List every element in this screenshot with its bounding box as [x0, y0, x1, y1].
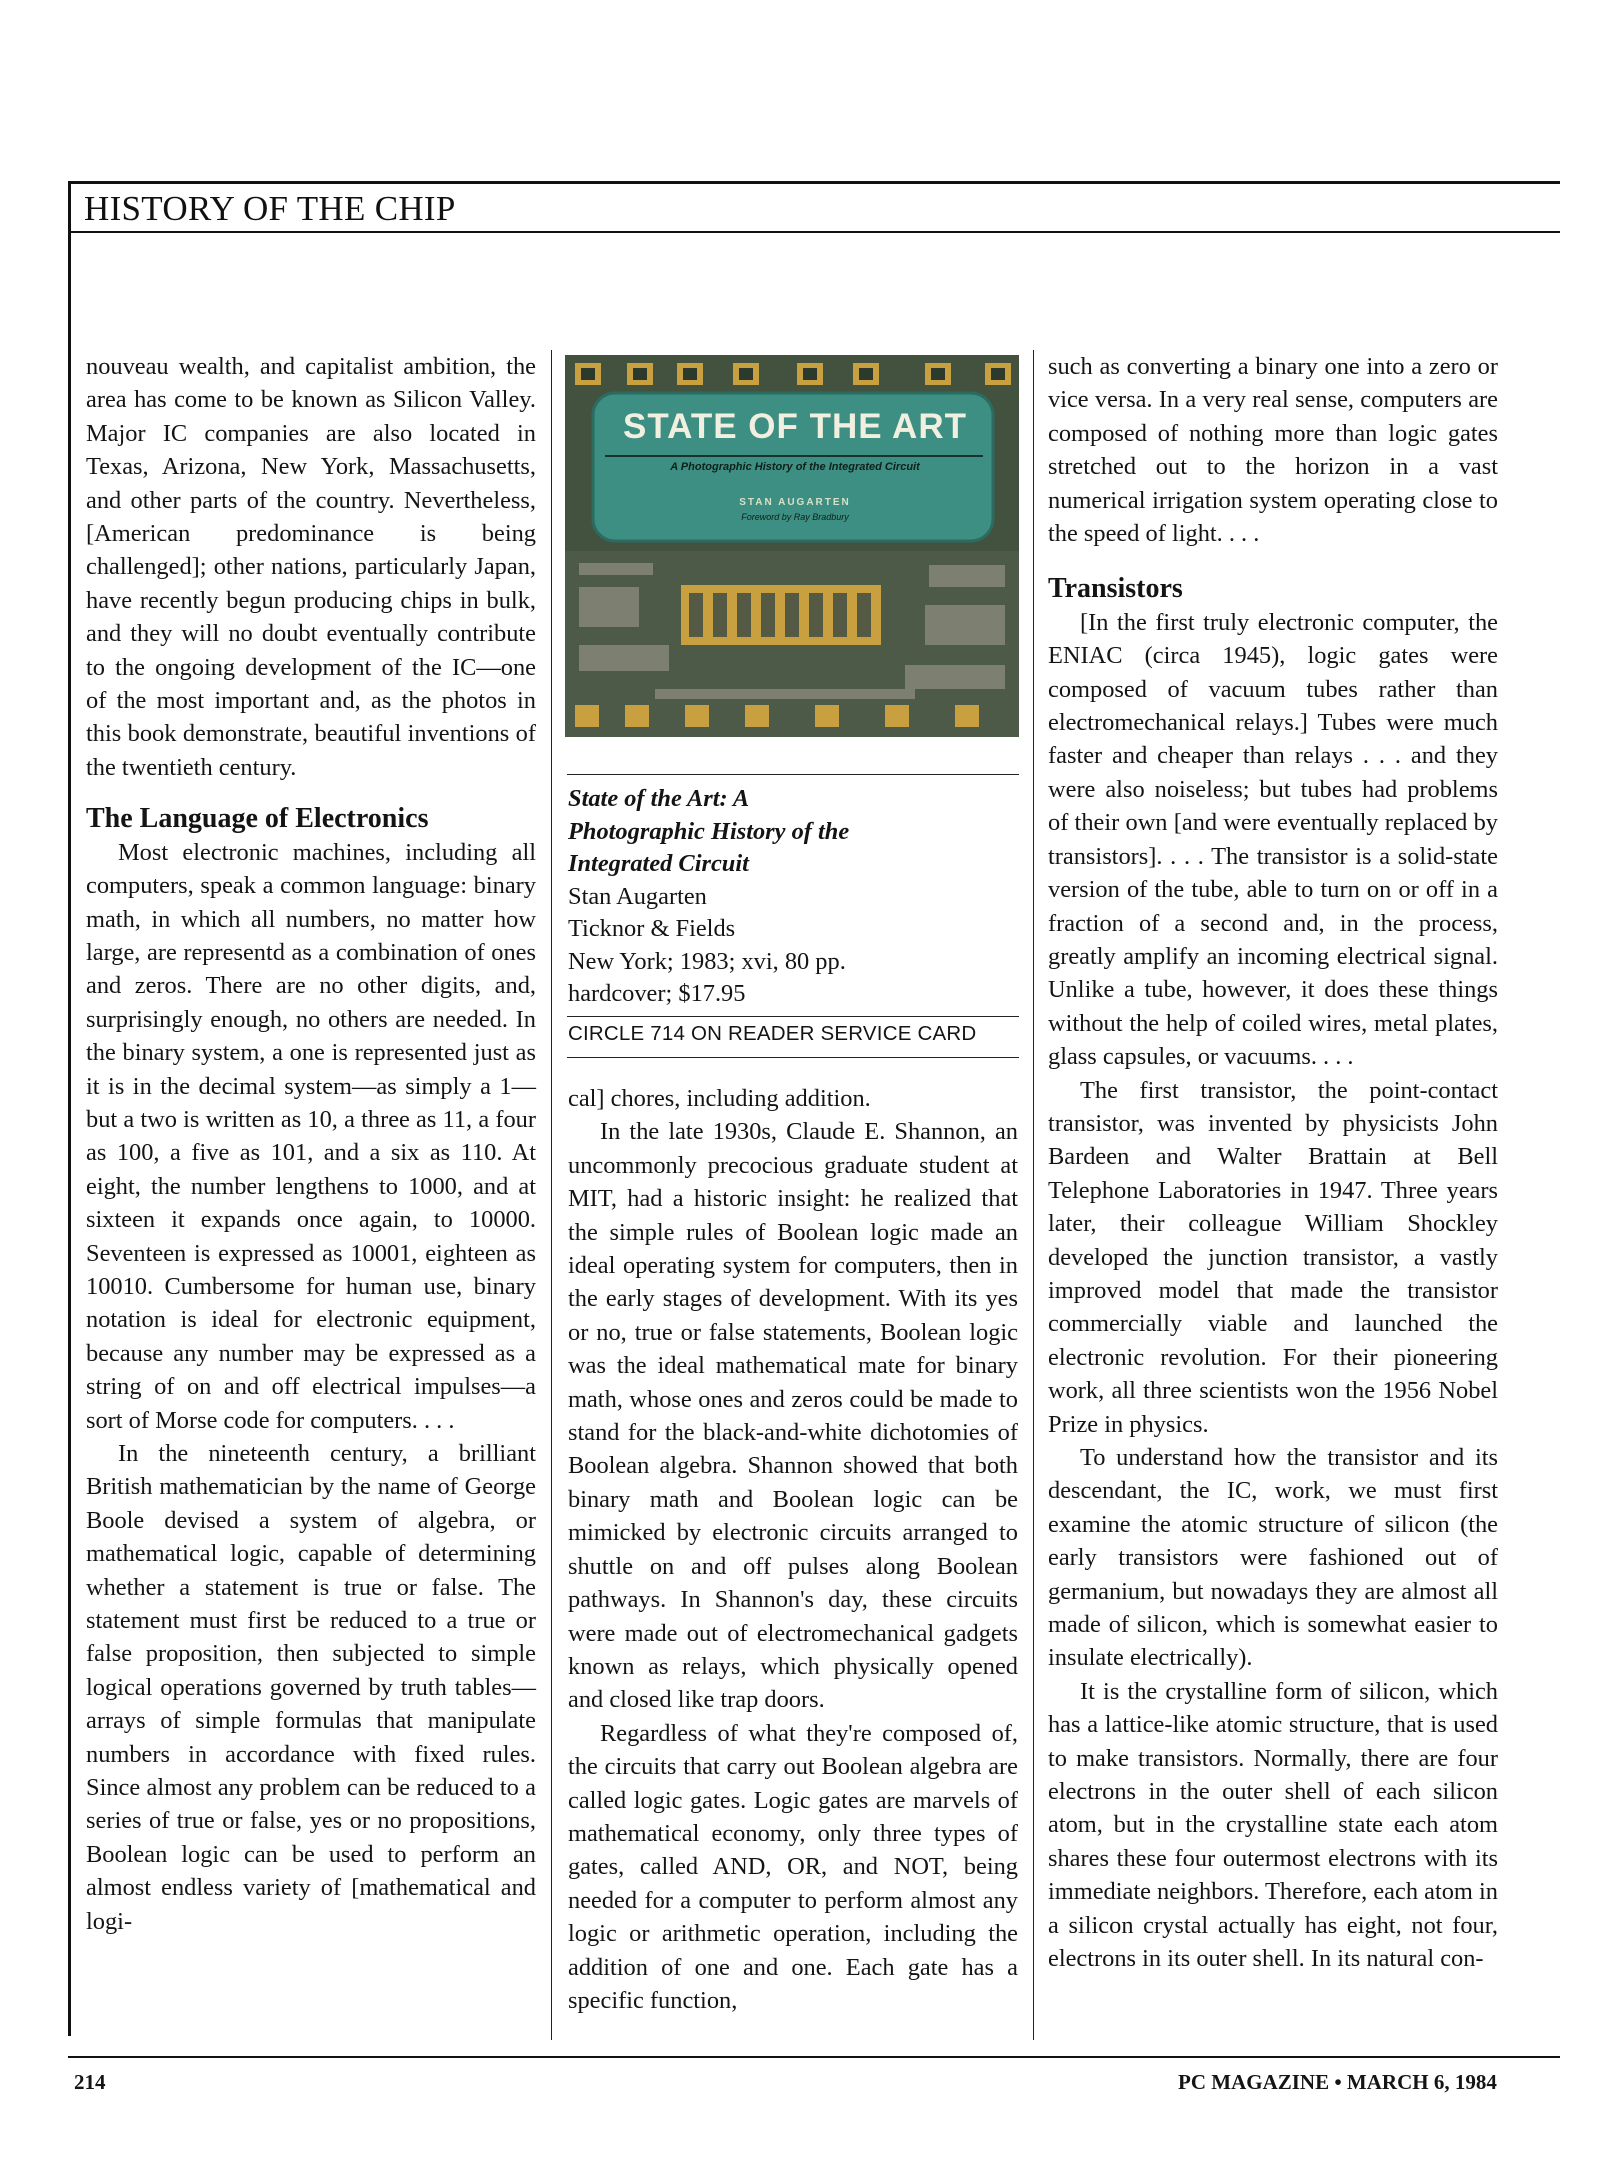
paragraph: cal] chores, including addition. [568, 1085, 871, 1112]
paragraph: nouveau wealth, and capitalist ambition, the area has come to be known as Silicon Valley. Major IC companies are also located in Texas, Arizona, New York, Massachusetts, and other parts of the country. Nevertheless, [American predominance is being challenged]; other nations, particularly Japan, have recently begun producing chips in bulk, and they will no doubt eventually contribute to the ongoing development of the IC—one of the most important and, as the photos in this book demonstrate, beautiful inventions of the twentieth century. [86, 353, 536, 781]
header-rule-left [68, 181, 71, 2036]
book-title-line: State of the Art: A [568, 785, 750, 812]
book-author: Stan Augarten [568, 882, 707, 910]
paragraph: It is the crystalline form of silicon, which has a lattice-like atomic structure, that is used to make transistors. Normally, there are four electrons in the outer shell of each silicon atom, but in the crystalline state each atom shares these four outermost electrons with its immediate neighbors. Therefore, each atom in a silicon crystal actually has eight, not four, electrons in its outer shell. In its natural con- [1048, 1677, 1498, 1973]
publication-line: PC MAGAZINE • MARCH 6, 1984 [1178, 2070, 1497, 2094]
header-rule-top [68, 181, 1560, 184]
book-cover-foreword: Foreword by Ray Bradbury [741, 512, 849, 522]
book-title-line: Photographic History of the [568, 817, 850, 845]
paragraph: [In the first truly electronic computer, the ENIAC (circa 1945), logic gates were composed of vacuum tubes rather than electromechanical relays.] Tubes were much faster and cheaper than relays . . . and they were also noiseless; but tubes had problems of their own [and were eventually replaced by transistors]. . . . The transistor is a solid-state version of the tube, able to turn on or off in a fraction of a second and, in the process, greatly amplify an incoming electrical signal. Unlike a tube, however, it does these things without the help of coiled wires, metal plates, glass capsules, or vacuums. . . . [1048, 608, 1498, 1071]
column-divider [1033, 350, 1034, 2040]
article-column-2 [568, 1082, 1018, 2017]
page-number: 214 [74, 2070, 106, 2094]
paragraph: In the nineteenth century, a brilliant British mathematician by the name of George Boole devised a system of algebra, or mathematical logic, capable of determining whether a statement is true or false. The statement must first be reduced to a true or false proposition, then subjected to simple logical operations governed by truth tables—arrays of simple formulas that manipulate numbers in accordance with fixed rules. Since almost any problem can be reduced to a series of true or false, yes or no propositions, Boolean logic can be used to perform an almost endless variety of [mathematical and logi- [86, 1440, 536, 1935]
paragraph: To understand how the transistor and its descendant, the IC, work, we must first examine the atomic structure of silicon (the early transistors were fashioned out of germanium, but nowadays they are almost all made of silicon, which is somewhat easier to insulate electrically). [1048, 1444, 1498, 1672]
article-column-1 [86, 350, 536, 1938]
book-details: New York; 1983; xvi, 80 pp. [568, 947, 846, 975]
footer-rule [68, 2056, 1560, 2058]
paragraph: In the late 1930s, Claude E. Shannon, an uncommonly precocious graduate student at MIT, had a historic insight: he realized that the simple rules of Boolean logic made an ideal operating system for computers, then in the early stages of development. With its yes or no, true or false statements, Boolean logic was the ideal mathematical mate for binary math, whose ones and zeros could be made to stand for the black-and-white dichotomies of Boolean algebra. Shannon showed that both binary math and Boolean logic can be mimicked by electronic circuits arranged to shuttle on and off pulses along Boolean pathways. In Shannon's day, these circuits were made out of electromechanical gadgets known as relays, which physically opened and closed like trap doors. [568, 1118, 1018, 1714]
book-cover-title: STATE OF THE ART [623, 407, 967, 446]
header-rule-bottom [68, 231, 1560, 233]
section-title: HISTORY OF THE CHIP [84, 189, 456, 228]
paragraph: Regardless of what they're composed of, the circuits that carry out Boolean algebra are called logic gates. Logic gates are marvels of mathematical economy, only three types of gates, called AND, OR, and NOT, being needed for a computer to perform almost any logic or arithmetic operation, including the addition of one and one. Each gate has a specific function, [568, 1719, 1018, 2014]
book-caption [568, 783, 1020, 1011]
reader-service-card: CIRCLE 714 ON READER SERVICE CARD [568, 1022, 977, 1045]
caption-rule-middle [567, 1016, 1019, 1017]
caption-rule-bottom [567, 1057, 1019, 1058]
subheading-transistors: Transistors [1048, 573, 1183, 605]
paragraph: Most electronic machines, including all computers, speak a common language: binary math, in which all numbers, no matter how large, are representd as a combination of ones and zeros. There are no other digits, and, surprisingly enough, no others are needed. In the binary system, a one is represented just as it is in the decimal system—as simply a 1—but a two is written as 10, a three as 11, a four as 100, a five as 101, and a six as 110. At eight, the number lengthens to 1000, and at sixteen it expands once again, to 10000. Seventeen is expressed as 10001, eighteen as 10010. Cumbersome for human use, binary notation is ideal for electronic equipment, because any number may be expressed as a string of on and off electrical impulses—a sort of Morse code for computers. . . . [86, 838, 536, 1434]
book-title-line: Integrated Circuit [568, 850, 749, 877]
book-price: hardcover; $17.95 [568, 980, 746, 1007]
book-cover-subtitle: A Photographic History of the Integrated Circuit [670, 461, 920, 473]
paragraph: The first transistor, the point-contact transistor, was invented by physicists John Bardeen and Walter Brattain at Bell Telephone Laboratories in 1947. Three years later, their colleague William Shockley developed the junction transistor, a vastly improved model that made the transistor commercially viable and launched the electronic revolution. For their pioneering work, all three scientists won the 1956 Nobel Prize in physics. [1048, 1076, 1498, 1438]
subheading-language-of-electronics: The Language of Electronics [86, 803, 429, 835]
column-divider [551, 350, 552, 2040]
article-column-3 [1048, 350, 1498, 1976]
book-publisher: Ticknor & Fields [568, 915, 736, 942]
book-cover-author: STAN AUGARTEN [739, 497, 851, 508]
caption-rule-top [567, 774, 1019, 775]
book-cover-image [565, 355, 1019, 737]
paragraph: such as converting a binary one into a zero or vice versa. In a very real sense, computers are composed of nothing more than logic gates stretched out to the horizon in a vast numerical irrigation system operating close to the speed of light. . . . [1048, 353, 1498, 548]
